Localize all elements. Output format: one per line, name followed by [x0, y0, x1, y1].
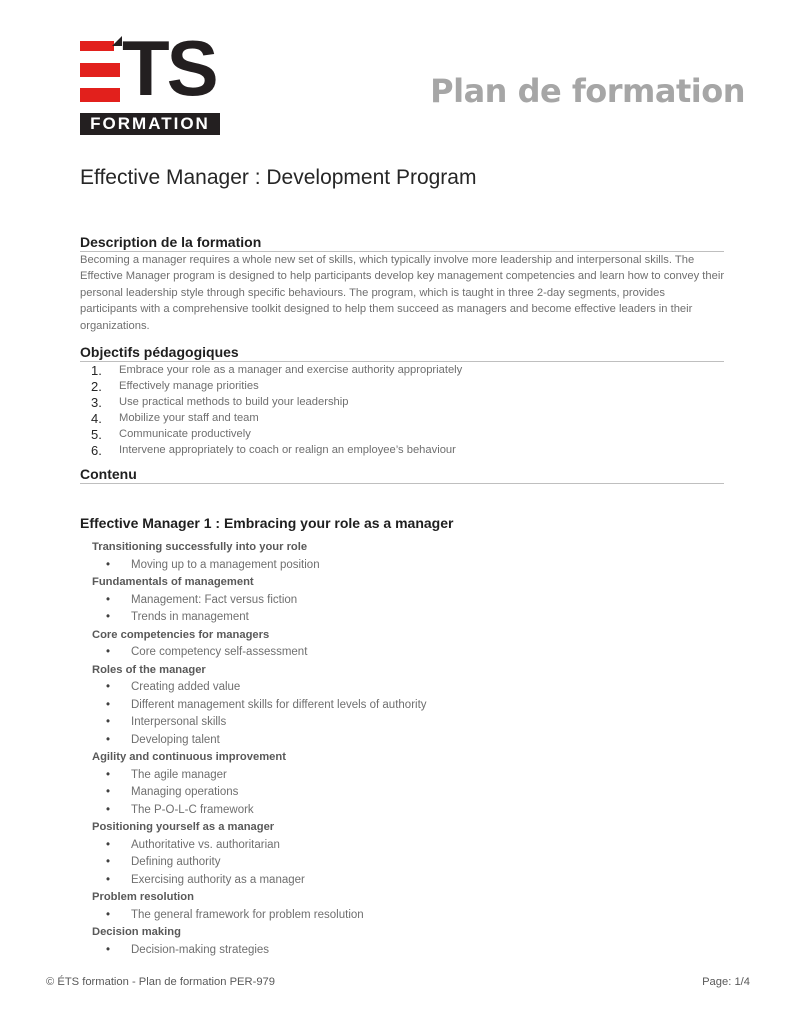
topic-heading: Positioning yourself as a manager — [92, 821, 275, 833]
objective-text: Communicate productively — [119, 428, 251, 440]
topic-bullet-text: Authoritative vs. authoritarian — [131, 838, 280, 851]
footer-page-number: Page: 1/4 — [702, 976, 750, 988]
objective-item — [80, 394, 720, 410]
bullet-dot-icon: • — [106, 873, 111, 886]
objective-item — [80, 442, 720, 458]
module-title: Effective Manager 1 : Embracing your role as a manager — [80, 515, 454, 531]
topic-bullet-item — [92, 714, 732, 732]
bullet-dot-icon: • — [106, 611, 111, 623]
topic-bullet-text: The P-O-L-C framework — [131, 803, 254, 816]
topic-bullet-item — [92, 609, 732, 627]
topic-bullet-text: The agile manager — [131, 768, 227, 781]
bullet-dot-icon: • — [106, 908, 111, 921]
objective-number: 4. — [91, 410, 102, 426]
bullet-dot-icon: • — [106, 856, 111, 868]
logo-letters: TS — [122, 24, 216, 112]
topic-heading: Fundamentals of management — [92, 576, 254, 588]
topic-heading: Roles of the manager — [92, 663, 206, 676]
topic-bullet-item — [92, 907, 732, 925]
topic-bullet-text: Management: Fact versus fiction — [131, 593, 298, 606]
objectives-heading: Objectifs pédagogiques — [80, 344, 724, 362]
bullet-dot-icon: • — [106, 943, 111, 956]
topic-bullet-text: Different management skills for different levels of authority — [131, 698, 427, 711]
topic-bullet-text: Interpersonal skills — [131, 716, 227, 728]
module-topics — [92, 539, 732, 959]
objective-number: 3. — [91, 394, 102, 410]
bullet-dot-icon: • — [106, 803, 111, 816]
logo-accent-mark — [112, 36, 122, 46]
bullet-dot-icon: • — [106, 768, 111, 781]
objective-item — [80, 378, 720, 394]
bullet-dot-icon: • — [106, 786, 111, 798]
topic-bullet-text: Moving up to a management position — [131, 558, 320, 571]
bullet-dot-icon: • — [106, 593, 111, 606]
objectives-list — [80, 362, 720, 458]
topic-bullet-item — [92, 784, 732, 802]
objective-item — [80, 362, 720, 378]
topic-bullet-text: Exercising authority as a manager — [131, 873, 305, 886]
topic-bullet-item — [92, 732, 732, 750]
topic-bullet-item — [92, 679, 732, 697]
logo-strip: FORMATION — [80, 113, 220, 135]
bullet-dot-icon: • — [106, 698, 111, 711]
topic-heading: Transitioning successfully into your role — [92, 541, 308, 553]
ets-formation-logo — [80, 24, 220, 136]
topic-bullet-item — [92, 872, 732, 890]
topic-bullet-item — [92, 592, 732, 610]
topic-bullet-item — [92, 854, 732, 872]
bullet-dot-icon: • — [106, 558, 111, 571]
topic-bullet-item — [92, 644, 732, 662]
topic-heading: Agility and continuous improvement — [92, 751, 286, 763]
topic-heading: Problem resolution — [92, 891, 194, 903]
topic-bullet-text: The general framework for problem resolution — [131, 908, 364, 921]
topic-bullet-item — [92, 802, 732, 820]
objective-text: Embrace your role as a manager and exercise authority appropriately — [119, 364, 463, 376]
footer-copyright: © ÉTS formation - Plan de formation PER-979 — [46, 976, 275, 988]
topic-bullet-item — [92, 837, 732, 855]
objective-item — [80, 410, 720, 426]
description-heading: Description de la formation — [80, 234, 724, 252]
topic-bullet-text: Trends in management — [131, 611, 249, 623]
objective-number: 6. — [91, 442, 102, 458]
objective-number: 5. — [91, 426, 102, 442]
bullet-dot-icon: • — [106, 733, 111, 746]
topic-bullet-item — [92, 557, 732, 575]
topic-bullet-text: Defining authority — [131, 856, 221, 868]
course-title: Effective Manager : Development Program — [80, 166, 477, 189]
document-title: Plan de formation — [430, 72, 745, 110]
topic-bullet-text: Managing operations — [131, 786, 239, 798]
bullet-dot-icon: • — [106, 838, 111, 851]
bullet-dot-icon: • — [106, 681, 111, 693]
description-text: Becoming a manager requires a whole new set of skills, which typically involve more leadership and interpersonal skills. The Effective Manager program is designed to help participants develop key management competencies and learn how to convey their personal leadership style through specific behaviours. The program, which is taught in three 2-day segments, provides participants with a comprehensive toolkit designed to help them succeed as managers and become effective leaders in their organizations. — [80, 254, 725, 332]
objective-text: Mobilize your staff and team — [119, 412, 259, 424]
objective-text: Intervene appropriately to coach or realign an employee’s behaviour — [119, 444, 456, 456]
bullet-dot-icon: • — [106, 646, 111, 658]
topic-bullet-text: Core competency self-assessment — [131, 646, 308, 658]
objective-number: 2. — [91, 378, 102, 394]
topic-bullet-text: Decision-making strategies — [131, 943, 270, 956]
topic-heading: Core competencies for managers — [92, 628, 270, 641]
objective-number: 1. — [91, 362, 102, 378]
bullet-dot-icon: • — [106, 716, 111, 728]
topic-heading: Decision making — [92, 926, 181, 938]
objective-text: Effectively manage priorities — [119, 380, 259, 392]
objective-text: Use practical methods to build your leadership — [119, 396, 349, 408]
topic-bullet-text: Developing talent — [131, 733, 220, 746]
topic-bullet-item — [92, 767, 732, 785]
content-heading: Contenu — [80, 466, 724, 484]
topic-bullet-item — [92, 697, 732, 715]
topic-bullet-text: Creating added value — [131, 681, 241, 693]
topic-bullet-item — [92, 942, 732, 960]
objective-item — [80, 426, 720, 442]
